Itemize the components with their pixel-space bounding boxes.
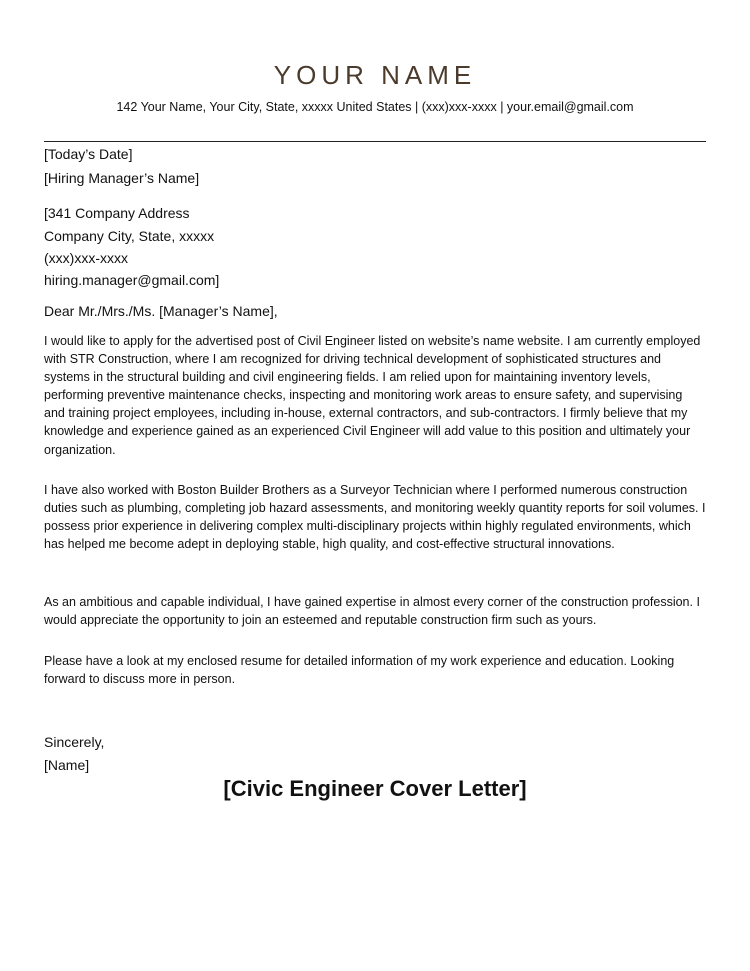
salutation: Dear Mr./Mrs./Ms. [Manager’s Name], xyxy=(44,303,278,319)
document-title: [Civic Engineer Cover Letter] xyxy=(223,776,527,801)
hiring-manager-email: hiring.manager@gmail.com] xyxy=(44,272,220,288)
applicant-name: YOUR NAME xyxy=(273,60,477,90)
header-divider xyxy=(44,141,706,142)
body-paragraph-4: Please have a look at my enclosed resume for detailed information of my work experience and education. Looking forward to discuss more in person. xyxy=(44,654,675,687)
applicant-contact-line: 142 Your Name, Your City, State, xxxxx United States | (xxx)xxx-xxxx | your.email@gmail.com xyxy=(116,100,634,114)
company-address-line2: Company City, State, xxxxx xyxy=(44,228,215,244)
company-address-line1: [341 Company Address xyxy=(44,205,190,221)
body-paragraph-2: I have also worked with Boston Builder Brothers as a Surveyor Technician where I performed numerous construction duties such as plumbing, completing job hazard assessments, and monitoring weekly quantity reports for soil volumes. I possess prior experience in delivering complex multi-disciplinary projects within highly regulated environments, which has helped me become adept in deploying stable, high quality, and cost-effective structural innovations. xyxy=(44,483,706,552)
company-phone: (xxx)xxx-xxxx xyxy=(44,250,128,266)
hiring-manager-name: [Hiring Manager’s Name] xyxy=(44,170,200,186)
signature-name: [Name] xyxy=(44,757,90,773)
body-paragraph-3: As an ambitious and capable individual, I have gained expertise in almost every corner of the construction profession. I would appreciate the opportunity to join an esteemed and reputable construction firm such as yours. xyxy=(44,595,700,628)
body-paragraph-1: I would like to apply for the advertised post of Civil Engineer listed on website’s name website. I am currently employed with STR Construction, where I am recognized for driving technical development of sophisticated structures and systems in the structural building and civil engineering fields. I am relied upon for maintaining inventory levels, performing preventive maintenance checks, inspecting and monitoring work areas to ensure safety, and supervising and training project employees, including in-house, external contractors, and sub-contractors. I firmly believe that my knowledge and experience gained as an experienced Civil Engineer will add value to this position and ultimately your organization. xyxy=(44,334,701,457)
closing: Sincerely, xyxy=(44,734,105,750)
date-line: [Today’s Date] xyxy=(44,146,133,162)
